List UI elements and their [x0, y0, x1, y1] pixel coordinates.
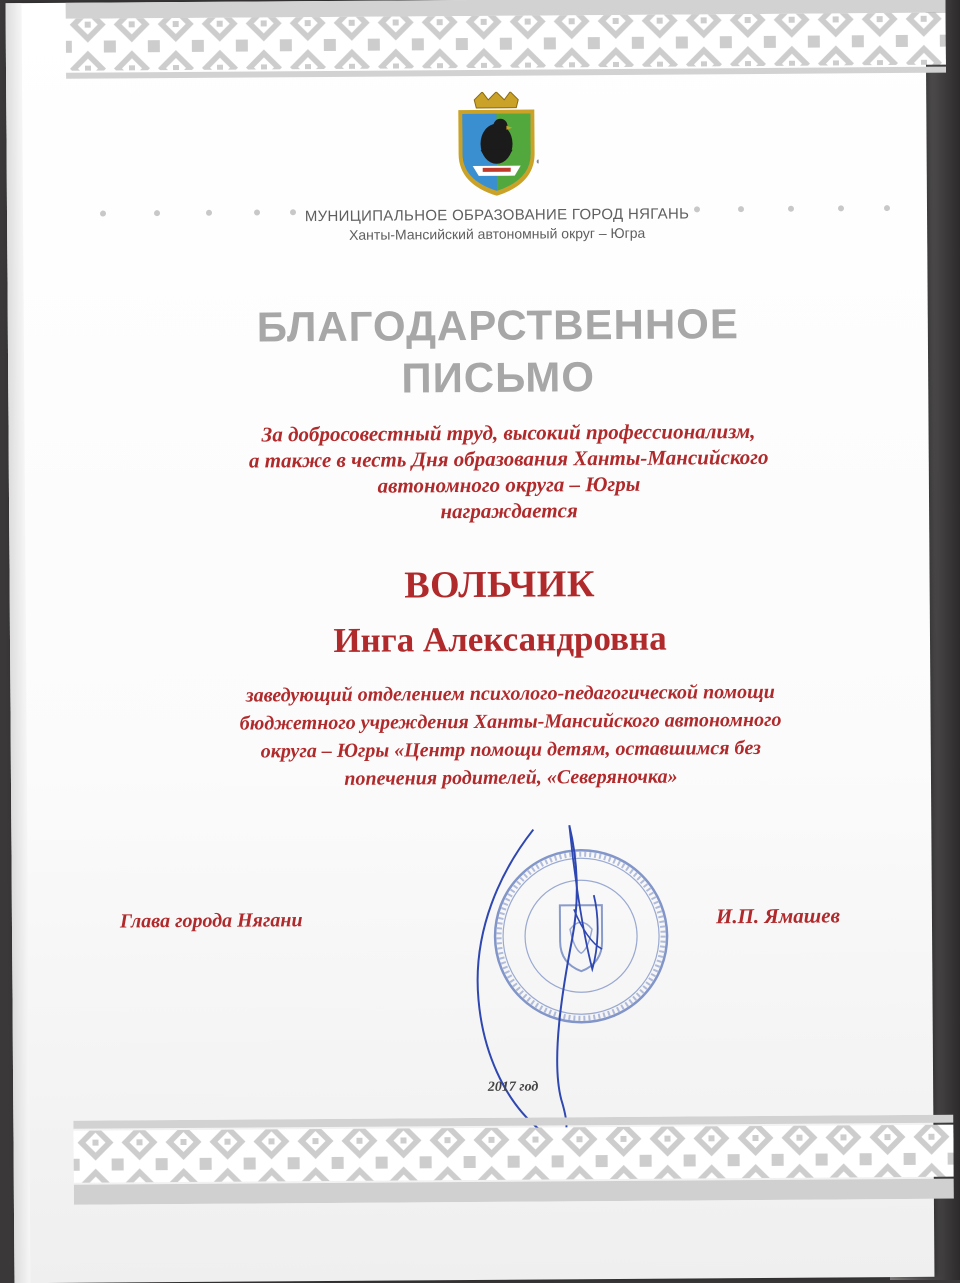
- position-line: заведующий отделением психолого-педагогической помощи: [245, 680, 775, 707]
- signatory-name: И.П. Ямашев: [715, 903, 840, 929]
- issue-year: 2017 год: [487, 1079, 539, 1095]
- title-line-2: ПИСЬМО: [401, 353, 596, 402]
- reason-line: а также в честь Дня образования Ханты-Мансийского: [248, 444, 769, 473]
- coat-of-arms-emblem: [454, 92, 539, 197]
- reason-line: За добросовестный труд, высокий профессионализм,: [261, 419, 756, 447]
- position-line: бюджетного учреждения Ханты-Мансийского автономного: [239, 708, 782, 735]
- sheet-edge: [6, 3, 31, 1283]
- municipality-header: [277, 205, 717, 244]
- decorative-dots-left: [97, 207, 297, 218]
- certificate-sheet: [6, 0, 935, 1283]
- position-line: попечения родителей, «Северяночка»: [344, 765, 678, 790]
- reason-line: автономного округа – Югры: [377, 471, 641, 498]
- signatory-role: Глава города Нягани: [119, 909, 303, 933]
- title-line-1: БЛАГОДАРСТВЕННОЕ: [256, 300, 740, 351]
- municipality-name: МУНИЦИПАЛЬНОЕ ОБРАЗОВАНИЕ ГОРОД НЯГАНЬ: [304, 205, 690, 226]
- recipient-given-names: Инга Александровна: [333, 618, 667, 660]
- reason-line: награждается: [440, 498, 578, 524]
- recipient-position: [110, 677, 911, 795]
- document-title: [168, 297, 829, 406]
- top-ornament-border: [66, 0, 947, 85]
- bottom-ornament-border: [73, 1115, 954, 1205]
- position-line: округа – Югры «Центр помощи детям, оставшимся без: [260, 736, 761, 763]
- decorative-dots-right: [691, 203, 911, 215]
- award-reason: [128, 417, 889, 526]
- handwritten-signature: [441, 799, 664, 1161]
- region-name: Ханты-Мансийский автономный округ – Югра: [348, 224, 646, 243]
- recipient-surname: ВОЛЬЧИК: [404, 563, 596, 607]
